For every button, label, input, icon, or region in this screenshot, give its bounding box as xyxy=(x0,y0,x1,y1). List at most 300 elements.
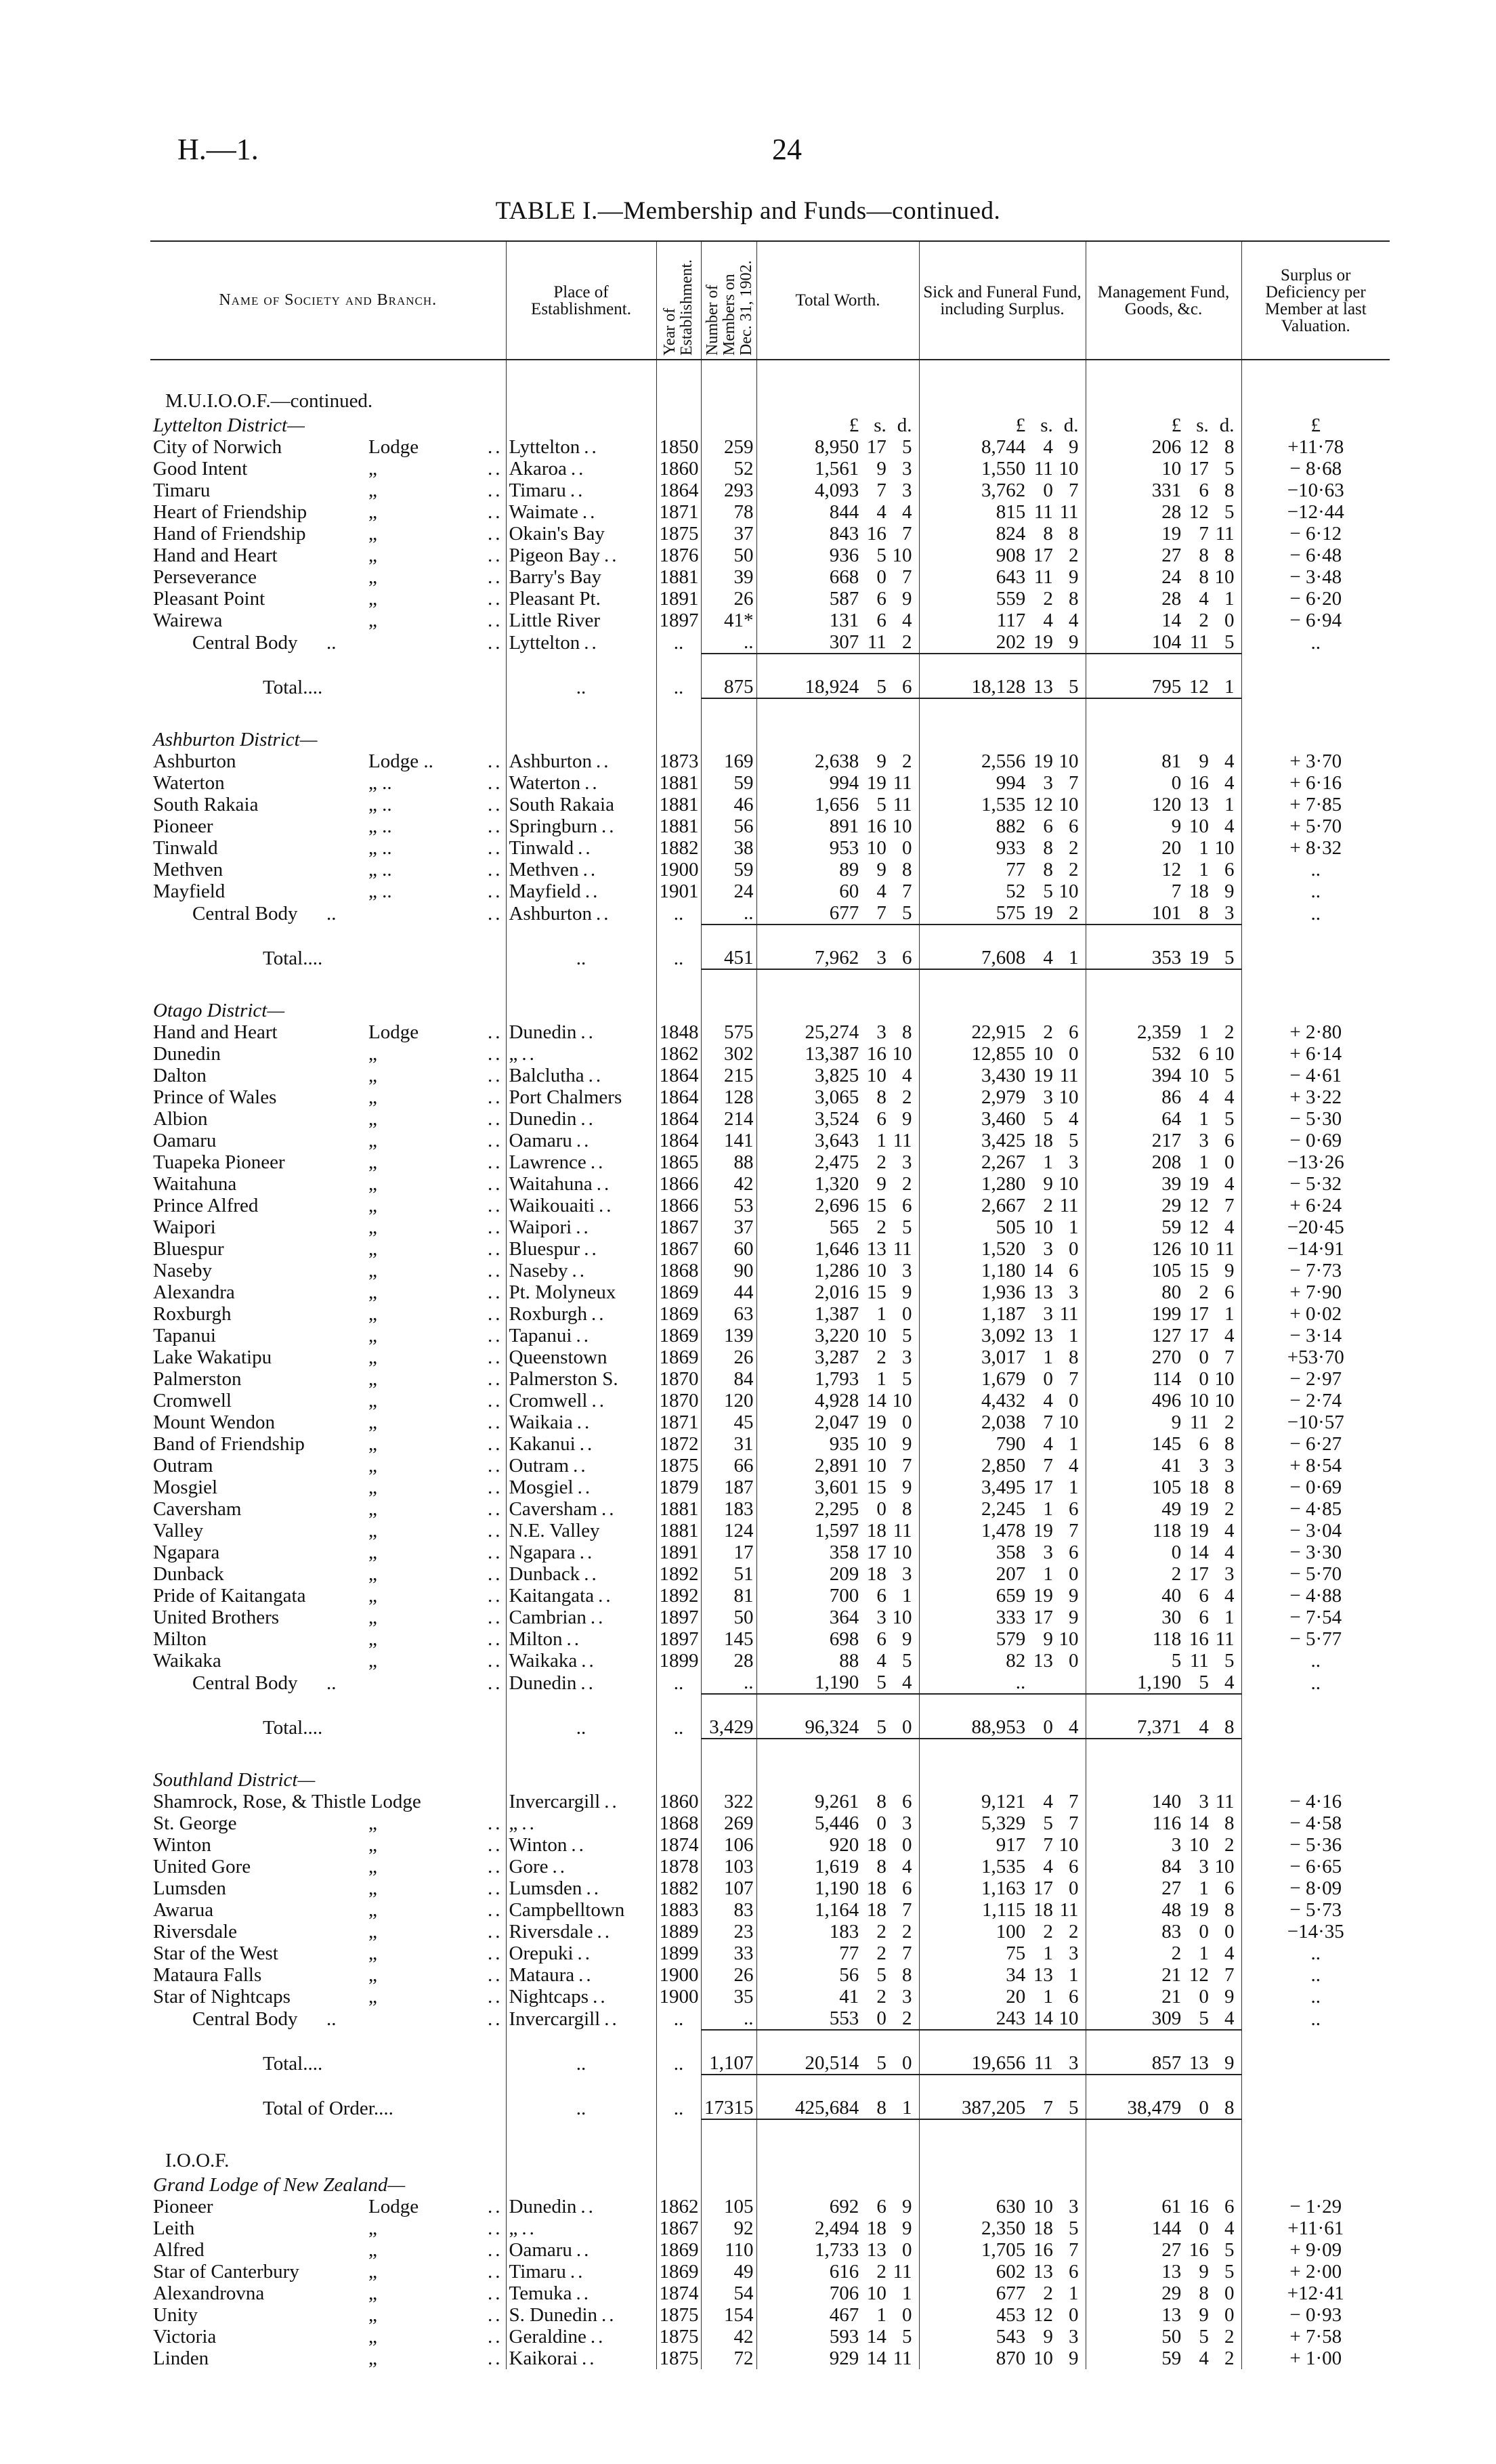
total-worth: 60 4 7 xyxy=(756,880,919,902)
table-row xyxy=(150,1542,1390,1563)
surplus-deficiency: + 2·00 xyxy=(1241,2261,1390,2282)
table-row xyxy=(150,1986,1390,2008)
table-row xyxy=(150,1108,1390,1130)
branch-name xyxy=(150,1238,506,1260)
branch-name xyxy=(150,1650,506,1672)
total-worth: 25,274 3 8 xyxy=(756,1021,919,1043)
branch-name xyxy=(150,1346,506,1368)
management-fund: 270 0 7 xyxy=(1086,1346,1241,1368)
place xyxy=(506,1964,656,1986)
place xyxy=(506,523,656,545)
branch-suffix: „ xyxy=(368,458,377,480)
total-worth-sum: 7,962 3 6 xyxy=(756,925,919,969)
leader-dots: .. xyxy=(488,2282,503,2304)
year: 1864 xyxy=(656,1108,701,1130)
leader-dots: .. xyxy=(303,1717,313,1739)
district-heading-row xyxy=(150,997,1390,1021)
leader-dots: .. xyxy=(488,1672,503,1694)
year: 1869 xyxy=(656,1281,701,1303)
place xyxy=(506,1086,656,1108)
management-fund: 12 1 6 xyxy=(1086,859,1241,880)
header-row xyxy=(150,241,1390,360)
sick-fund: 933 8 2 xyxy=(919,837,1086,859)
sick-fund: 643 11 9 xyxy=(919,566,1086,588)
surplus-deficiency: + 3·22 xyxy=(1241,1086,1390,1108)
place-text: Temuka xyxy=(509,2282,572,2304)
place-text: Lumsden xyxy=(509,1877,582,1899)
members: 44 xyxy=(701,1281,756,1303)
place-text: Waitahuna xyxy=(509,1173,593,1195)
place-text: Oamaru xyxy=(509,2239,572,2261)
table-row xyxy=(150,1585,1390,1607)
branch-name xyxy=(150,1303,506,1325)
branch-name-text: South Rakaia xyxy=(153,794,259,815)
leader-dots: .. xyxy=(488,1411,503,1433)
leader-dots: .. xyxy=(604,2008,620,2030)
place xyxy=(506,1899,656,1921)
sick-fund: 82 13 0 xyxy=(919,1650,1086,1672)
surplus-deficiency: − 0·93 xyxy=(1241,2304,1390,2326)
table-row xyxy=(150,1021,1390,1043)
management-fund: 49 19 2 xyxy=(1086,1498,1241,1520)
year: 1865 xyxy=(656,1151,701,1173)
leader-dots: .. xyxy=(521,1043,537,1065)
table-row xyxy=(150,1834,1390,1856)
sick-fund: 3,430 19 11 xyxy=(919,1065,1086,1086)
place-text: Tapanui xyxy=(509,1325,572,1346)
year: 1867 xyxy=(656,2217,701,2239)
leader-dots: .. xyxy=(580,1108,596,1130)
leader-dots: .. xyxy=(582,501,598,523)
branch-suffix: „ .. xyxy=(368,815,392,837)
branch-name xyxy=(150,1021,506,1043)
year: 1874 xyxy=(656,1834,701,1856)
total-place xyxy=(506,2075,656,2119)
table-row xyxy=(150,1195,1390,1216)
branch-suffix: „ xyxy=(368,1260,377,1281)
grand-total-row xyxy=(150,2075,1390,2119)
branch-name-text: Mataura Falls xyxy=(153,1964,262,1986)
branch-name-text: Dunback xyxy=(153,1563,224,1585)
sick-fund-sum: 18,128 13 5 xyxy=(919,654,1086,698)
leader-dots: .. xyxy=(604,545,620,566)
place-text: Pleasant Pt. xyxy=(509,588,601,610)
surplus-deficiency: −12·44 xyxy=(1241,501,1390,523)
members: 56 xyxy=(701,815,756,837)
total-worth: 692 6 9 xyxy=(756,2196,919,2217)
leader-dots: .. xyxy=(488,2261,503,2282)
total-worth: 1,286 10 3 xyxy=(756,1260,919,1281)
sick-fund: 2,267 1 3 xyxy=(919,1151,1086,1173)
branch-name xyxy=(150,1921,506,1942)
sick-fund: 333 17 9 xyxy=(919,1607,1086,1628)
place-text: Outram xyxy=(509,1455,570,1477)
sick-fund: 790 4 1 xyxy=(919,1433,1086,1455)
total-worth: 9,261 8 6 xyxy=(756,1791,919,1812)
year: 1900 xyxy=(656,1964,701,1986)
sick-fund: 824 8 8 xyxy=(919,523,1086,545)
place xyxy=(506,1260,656,1281)
table-row xyxy=(150,1650,1390,1672)
col-header-year: Year of Establishment. xyxy=(656,241,701,360)
place xyxy=(506,1195,656,1216)
leader-dots: .. xyxy=(312,2053,323,2075)
total-worth: 920 18 0 xyxy=(756,1834,919,1856)
branch-name xyxy=(150,610,506,631)
leader-dots: .. xyxy=(488,501,503,523)
sick-fund: 8,744 4 9 xyxy=(919,436,1086,458)
branch-name-text: Roxburgh xyxy=(153,1303,232,1325)
branch-name-text: Tuapeka Pioneer xyxy=(153,1151,285,1173)
branch-suffix: Lodge .. xyxy=(368,750,433,772)
year: 1862 xyxy=(656,1043,701,1065)
leader-dots: .. xyxy=(488,610,503,631)
branch-name-text: Oamaru xyxy=(153,1130,217,1151)
branch-name-text: Ngapara xyxy=(153,1542,220,1563)
total-year xyxy=(656,1694,701,1739)
surplus-deficiency: + 6·14 xyxy=(1241,1043,1390,1065)
branch-name xyxy=(150,1563,506,1585)
place-text: Dunedin xyxy=(509,1672,577,1694)
table-row xyxy=(150,1260,1390,1281)
branch-name xyxy=(150,1834,506,1856)
table-row xyxy=(150,1477,1390,1498)
branch-name xyxy=(150,1856,506,1877)
members: 183 xyxy=(701,1498,756,1520)
members: .. xyxy=(701,1672,756,1694)
place-text: Tinwald xyxy=(509,837,574,859)
table-row xyxy=(150,1520,1390,1542)
branch-name-text: Mount Wendon xyxy=(153,1411,275,1433)
members: 110 xyxy=(701,2239,756,2261)
table-row xyxy=(150,1672,1390,1694)
place xyxy=(506,1130,656,1151)
place-text: Cromwell xyxy=(509,1390,588,1411)
surplus-deficiency: − 2·74 xyxy=(1241,1390,1390,1411)
members: 103 xyxy=(701,1856,756,1877)
leader-dots: .. xyxy=(488,1368,503,1390)
branch-name-text: Outram xyxy=(153,1455,213,1477)
branch-name xyxy=(150,2261,506,2282)
leader-dots: .. xyxy=(584,1238,599,1260)
branch-suffix: „ xyxy=(368,1390,377,1411)
leader-dots: .. xyxy=(673,2053,684,2075)
management-fund: 29 8 0 xyxy=(1086,2282,1241,2304)
leader-dots: .. xyxy=(488,1238,503,1260)
leader-dots: .. xyxy=(570,2261,586,2282)
branch-suffix: „ xyxy=(368,1173,377,1195)
year: .. xyxy=(656,631,701,654)
branch-name xyxy=(150,772,506,794)
leader-dots: .. xyxy=(488,1281,503,1303)
leader-dots: .. xyxy=(571,1834,586,1856)
unit-labels: £ s. d. xyxy=(756,412,919,436)
management-fund: 21 12 7 xyxy=(1086,1964,1241,1986)
surplus-deficiency: −14·91 xyxy=(1241,1238,1390,1260)
place xyxy=(506,1563,656,1585)
table-row xyxy=(150,1791,1390,1812)
col-header-place: Place of Establishment. xyxy=(506,241,656,360)
sick-fund: 3,495 17 1 xyxy=(919,1477,1086,1498)
total-worth: 2,494 18 9 xyxy=(756,2217,919,2239)
sick-fund: 882 6 6 xyxy=(919,815,1086,837)
year: 1897 xyxy=(656,610,701,631)
branch-suffix: „ xyxy=(368,2239,377,2261)
branch-name xyxy=(150,1877,506,1899)
surplus-deficiency: −20·45 xyxy=(1241,1216,1390,1238)
members: 92 xyxy=(701,2217,756,2239)
management-fund: 118 19 4 xyxy=(1086,1520,1241,1542)
leader-dots: .. xyxy=(586,1877,601,1899)
surplus-deficiency: + 8·32 xyxy=(1241,837,1390,859)
branch-name-text: Waipori xyxy=(153,1216,216,1238)
table-row xyxy=(150,458,1390,480)
place-text: Kaikorai xyxy=(509,2348,578,2369)
spacer-row xyxy=(150,1739,1390,1766)
table-row xyxy=(150,1130,1390,1151)
total-worth: 935 10 9 xyxy=(756,1433,919,1455)
leader-dots: .. xyxy=(576,2053,586,2075)
branch-suffix: „ xyxy=(368,2217,377,2239)
surplus-deficiency: −10·63 xyxy=(1241,480,1390,501)
leader-dots: .. xyxy=(488,1108,503,1130)
members: .. xyxy=(701,631,756,654)
table-title: TABLE I.—Membership and Funds—continued. xyxy=(495,197,1001,225)
sick-fund: 3,425 18 5 xyxy=(919,1130,1086,1151)
table-row xyxy=(150,1325,1390,1346)
management-fund-sum: 353 19 5 xyxy=(1086,925,1241,969)
branch-name-text: Pioneer xyxy=(153,2196,213,2217)
surplus-deficiency: − 1·29 xyxy=(1241,2196,1390,2217)
sick-fund-sum: 88,953 0 4 xyxy=(919,1694,1086,1739)
management-fund: 39 19 4 xyxy=(1086,1173,1241,1195)
management-fund: 27 16 5 xyxy=(1086,2239,1241,2261)
table-row xyxy=(150,1303,1390,1325)
members: 42 xyxy=(701,2326,756,2348)
management-fund: 86 4 4 xyxy=(1086,1086,1241,1108)
surplus-deficiency: − 4·16 xyxy=(1241,1791,1390,1812)
place xyxy=(506,1433,656,1455)
place xyxy=(506,1986,656,2008)
total-members: 3,429 xyxy=(701,1694,756,1739)
management-fund: 2 17 3 xyxy=(1086,1563,1241,1585)
branch-suffix: „ xyxy=(368,523,377,545)
management-fund: 127 17 4 xyxy=(1086,1325,1241,1346)
members: 23 xyxy=(701,1921,756,1942)
surplus-deficiency: + 7·90 xyxy=(1241,1281,1390,1303)
total-worth: 593 14 5 xyxy=(756,2326,919,2348)
total-worth: 891 16 10 xyxy=(756,815,919,837)
members: 60 xyxy=(701,1238,756,1260)
surplus-deficiency: .. xyxy=(1241,1672,1390,1694)
sick-fund: 52 5 10 xyxy=(919,880,1086,902)
leader-dots: .. xyxy=(488,1899,503,1921)
sick-fund: 870 10 9 xyxy=(919,2348,1086,2369)
place-text: Okain's Bay xyxy=(509,523,605,545)
branch-suffix: „ xyxy=(368,2282,377,2304)
members: 139 xyxy=(701,1325,756,1346)
place xyxy=(506,1043,656,1065)
leader-dots: .. xyxy=(488,480,503,501)
branch-suffix: „ xyxy=(368,1195,377,1216)
members: 575 xyxy=(701,1021,756,1043)
place-text: Dunedin xyxy=(509,1021,577,1043)
sick-fund: 100 2 2 xyxy=(919,1921,1086,1942)
place xyxy=(506,794,656,815)
total-place xyxy=(506,1694,656,1739)
branch-name xyxy=(150,1065,506,1086)
place xyxy=(506,880,656,902)
branch-suffix: „ .. xyxy=(368,859,392,880)
branch-name-text: Wairewa xyxy=(153,610,223,631)
table-row xyxy=(150,1921,1390,1942)
branch-name-text: Alexandrovna xyxy=(153,2282,265,2304)
branch-suffix: „ xyxy=(368,1834,377,1856)
management-fund: 9 11 2 xyxy=(1086,1411,1241,1433)
place-text: Invercargill xyxy=(509,1791,601,1812)
branch-suffix: .. xyxy=(326,2008,337,2030)
table-row xyxy=(150,2326,1390,2348)
society-name: I.O.O.F. xyxy=(165,2150,230,2171)
branch-name-text: Star of Canterbury xyxy=(153,2261,299,2282)
surplus-deficiency: .. xyxy=(1241,1986,1390,2008)
branch-name xyxy=(150,2304,506,2326)
branch-suffix: „ xyxy=(368,1628,377,1650)
branch-name-text: Methven xyxy=(153,859,223,880)
leader-dots: .. xyxy=(566,1628,582,1650)
total-place xyxy=(506,654,656,698)
leader-dots: .. xyxy=(488,1877,503,1899)
branch-name xyxy=(150,1130,506,1151)
place xyxy=(506,480,656,501)
table-row xyxy=(150,2196,1390,2217)
management-fund: 59 4 2 xyxy=(1086,2348,1241,2369)
place xyxy=(506,2196,656,2217)
total-worth-sum: 18,924 5 6 xyxy=(756,654,919,698)
total-worth: 844 4 4 xyxy=(756,501,919,523)
place-text: Roxburgh xyxy=(509,1303,587,1325)
branch-suffix: „ xyxy=(368,1563,377,1585)
leader-dots: .. xyxy=(591,1390,607,1411)
surplus-deficiency: −14·35 xyxy=(1241,1921,1390,1942)
surplus-deficiency: − 7·73 xyxy=(1241,1260,1390,1281)
members: 145 xyxy=(701,1628,756,1650)
members: 90 xyxy=(701,1260,756,1281)
management-fund: 309 5 4 xyxy=(1086,2008,1241,2030)
members: 41* xyxy=(701,610,756,631)
members: 259 xyxy=(701,436,756,458)
sick-fund: 4,432 4 0 xyxy=(919,1390,1086,1411)
total-worth: 56 5 8 xyxy=(756,1964,919,1986)
branch-name xyxy=(150,1433,506,1455)
year: 1860 xyxy=(656,458,701,480)
branch-name xyxy=(150,1672,506,1694)
total-worth: 3,524 6 9 xyxy=(756,1108,919,1130)
management-fund: 120 13 1 xyxy=(1086,794,1241,815)
spacer-row xyxy=(150,969,1390,997)
year: 1892 xyxy=(656,1563,701,1585)
total-members: 875 xyxy=(701,654,756,698)
total-worth: 3,287 2 3 xyxy=(756,1346,919,1368)
year: 1881 xyxy=(656,815,701,837)
place-text: Balclutha xyxy=(509,1065,584,1086)
members: 105 xyxy=(701,2196,756,2217)
leader-dots: .. xyxy=(576,1130,592,1151)
surplus-deficiency: +11·61 xyxy=(1241,2217,1390,2239)
leader-dots: .. xyxy=(488,1628,503,1650)
members: 154 xyxy=(701,2304,756,2326)
year: 1875 xyxy=(656,2348,701,2369)
leader-dots: .. xyxy=(599,1195,614,1216)
branch-name-text: Timaru xyxy=(153,480,211,501)
place xyxy=(506,1628,656,1650)
leader-dots: .. xyxy=(576,1216,591,1238)
place-text: Palmerston S. xyxy=(509,1368,618,1390)
leader-dots: .. xyxy=(488,837,503,859)
branch-name xyxy=(150,902,506,925)
leader-dots: .. xyxy=(488,2326,503,2348)
place xyxy=(506,545,656,566)
col-header-name: Name of Society and Branch. xyxy=(150,241,506,360)
year: 1879 xyxy=(656,1477,701,1498)
surplus-deficiency: − 6·27 xyxy=(1241,1433,1390,1455)
leader-dots: .. xyxy=(373,2098,384,2119)
leader-dots: .. xyxy=(312,677,323,698)
leader-dots: .. xyxy=(488,1065,503,1086)
members: 107 xyxy=(701,1877,756,1899)
place-text: Dunedin xyxy=(509,2196,577,2217)
surplus-deficiency: − 5·73 xyxy=(1241,1899,1390,1921)
total-worth: 4,093 7 3 xyxy=(756,480,919,501)
branch-suffix: „ xyxy=(368,1065,377,1086)
sick-fund: 453 12 0 xyxy=(919,2304,1086,2326)
management-fund-sum: 857 13 9 xyxy=(1086,2030,1241,2075)
management-fund-sum: 795 12 1 xyxy=(1086,654,1241,698)
surplus-deficiency: .. xyxy=(1241,1942,1390,1964)
district-name: Grand Lodge of New Zealand— xyxy=(153,2174,406,2196)
branch-suffix: „ xyxy=(368,1325,377,1346)
total-worth: 4,928 14 10 xyxy=(756,1390,919,1411)
branch-name xyxy=(150,1411,506,1433)
management-fund-sum: 7,371 4 8 xyxy=(1086,1694,1241,1739)
branch-suffix: „ xyxy=(368,1130,377,1151)
table-row xyxy=(150,1877,1390,1899)
surplus-deficiency: − 3·04 xyxy=(1241,1520,1390,1542)
total-members: 17315 xyxy=(701,2075,756,2119)
branch-name-text: Naseby xyxy=(153,1260,212,1281)
leader-dots: .. xyxy=(601,2304,617,2326)
table-row xyxy=(150,1899,1390,1921)
surplus-deficiency: + 7·58 xyxy=(1241,2326,1390,2348)
surplus-deficiency: −13·26 xyxy=(1241,1151,1390,1173)
year: 1869 xyxy=(656,1325,701,1346)
branch-name xyxy=(150,859,506,880)
leader-dots: .. xyxy=(488,1173,503,1195)
page-number: 24 xyxy=(772,133,802,166)
col-header-management: Management Fund, Goods, &c. xyxy=(1086,241,1241,360)
leader-dots: .. xyxy=(303,2053,313,2075)
total-worth: 3,643 1 11 xyxy=(756,1130,919,1151)
branch-suffix: .. xyxy=(326,1672,337,1694)
place-text: Geraldine xyxy=(509,2326,586,2348)
place-text: Riversdale xyxy=(509,1921,593,1942)
year: 1871 xyxy=(656,1411,701,1433)
management-fund: 61 16 6 xyxy=(1086,2196,1241,2217)
leader-dots: .. xyxy=(590,2326,606,2348)
management-fund: 3 10 2 xyxy=(1086,1834,1241,1856)
year: 1881 xyxy=(656,566,701,588)
surplus-deficiency: − 5·77 xyxy=(1241,1628,1390,1650)
